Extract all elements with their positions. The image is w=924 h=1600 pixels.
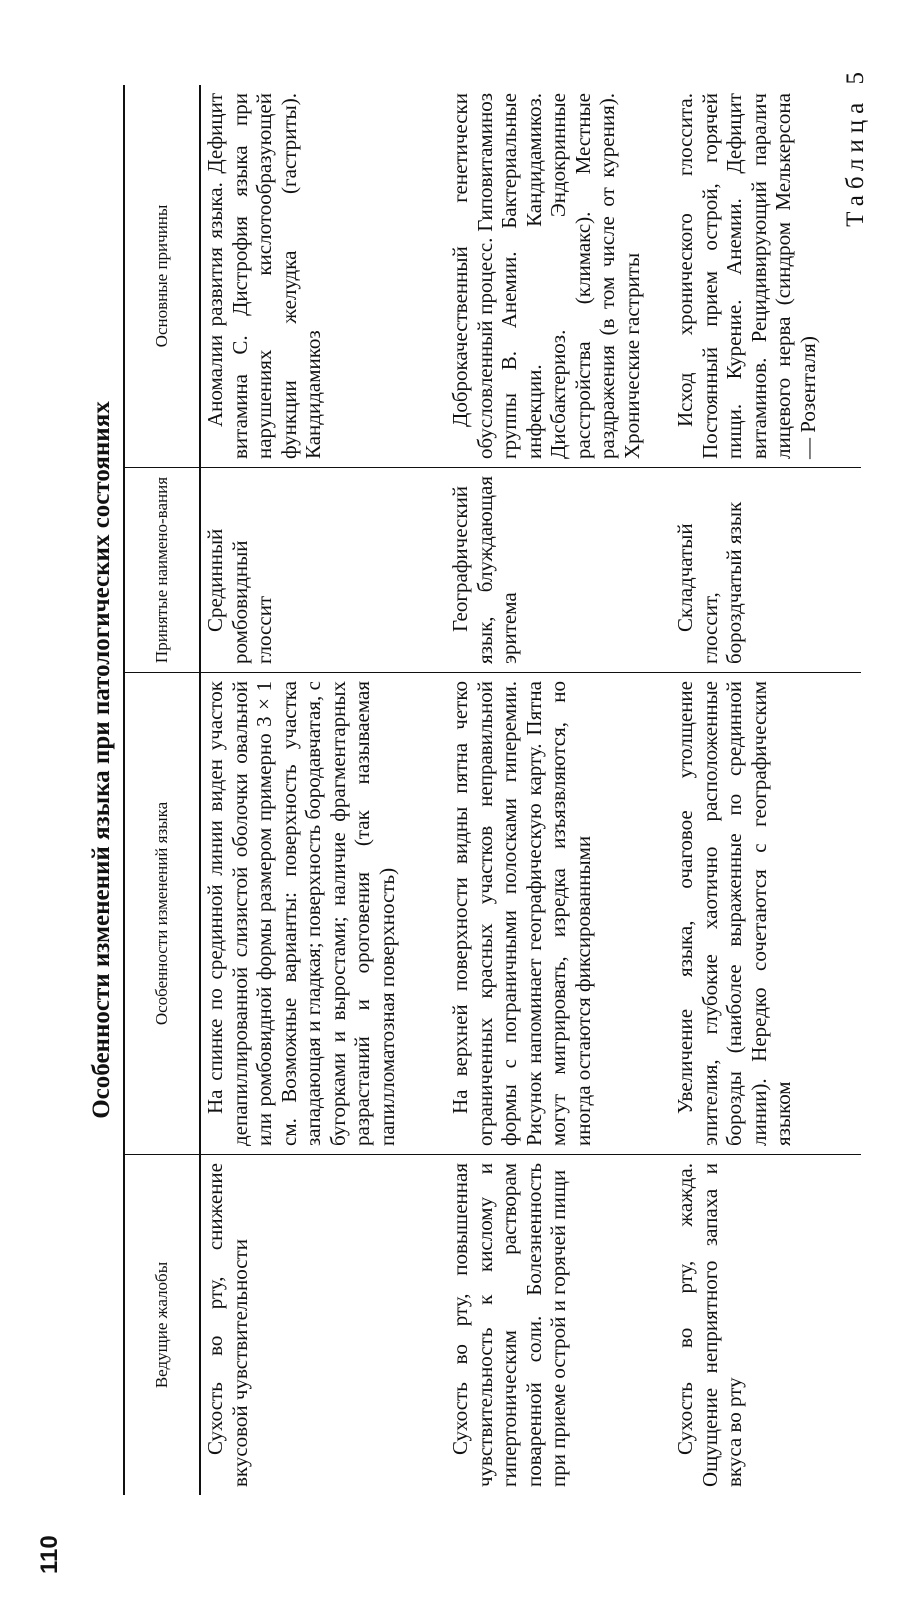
- table-row: [671, 85, 861, 1495]
- table-title: Особенности изменений языка при патологических состояниях: [88, 401, 115, 1119]
- table-label: Таблица 5: [842, 66, 869, 227]
- cell-names: Складчатый глоссит, бороздчатый язык: [671, 468, 861, 673]
- header-names: Принятые наимено-вания: [125, 468, 199, 673]
- cell-complaints: Сухость во рту, жажда. Ощущение неприятного запаха и вкуса во рту: [673, 1163, 746, 1487]
- cell-causes: Исход хронического глоссита. Постоянный прием острой, горячей пищи. Курение. Анемии. Дефицит витаминов. Рецидивирующий паралич лицевого нерва (синдром Мелькерсона — Розенталя): [671, 85, 861, 468]
- cell-names: Географический язык, блуждающая эритема: [446, 468, 671, 673]
- pathology-table: [123, 85, 861, 1495]
- cell-causes: Доброкачественный генетически обусловленный процесс. Гиповитаминоз группы В. Анемии. Бактериальные инфекции. Кандидамикоз. Дисбактериоз. Эндокринные расстройства (климакс). Местные раздражения (в том числе от курения). Хронические гастриты: [446, 85, 671, 468]
- header-causes: Основные причины: [125, 85, 199, 468]
- table-row: [446, 85, 671, 1495]
- header-complaints: Ведущие жалобы: [152, 1261, 171, 1389]
- cell-causes: Аномалии развития языка. Дефицит витамина С. Дистрофия языка при нарушениях кислотообразующей функции желудка (гастриты). Кандидамикоз: [201, 85, 446, 468]
- page-number: 110: [36, 1535, 63, 1574]
- header-features: Особенности изменений языка: [125, 673, 199, 1155]
- cell-features: На спинке по срединной линии виден участок депапиллированной слизистой оболочки овальной или ромбовидной формы размером примерно 3 × 1 см. Возможные варианты: поверхность участка западающая и гладкая; поверхность бородавчатая, с бугорками и выростами; наличие фрагментарных разрастаний и ороговения (так называемая папилломатозная поверхность): [201, 673, 446, 1155]
- table-header-row: [125, 85, 201, 1495]
- table-row: [201, 85, 446, 1495]
- cell-complaints: Сухость во рту, повышенная чувствительность к кислому и гипертоническим растворам поваренной соли. Болезненность при приеме острой и горячей пищи: [448, 1163, 570, 1487]
- cell-features: На верхней поверхности видны пятна четко ограниченных красных участков неправильной формы с пограничными полосками гиперемии. Рисунок напоминает географическую карту. Пятна могут мигрировать, изредка изъязвляются, но иногда остаются фиксированными: [446, 673, 671, 1155]
- cell-features: Увеличение языка, очаговое утолщение эпителия, глубокие хаотично расположенные борозды (наиболее выраженные по срединной линии). Нередко сочетаются с географическим языком: [671, 673, 861, 1155]
- cell-names: Срединный ромбовидный глоссит: [201, 468, 446, 673]
- cell-complaints: Сухость во рту, снижение вкусовой чувствительности: [203, 1163, 252, 1487]
